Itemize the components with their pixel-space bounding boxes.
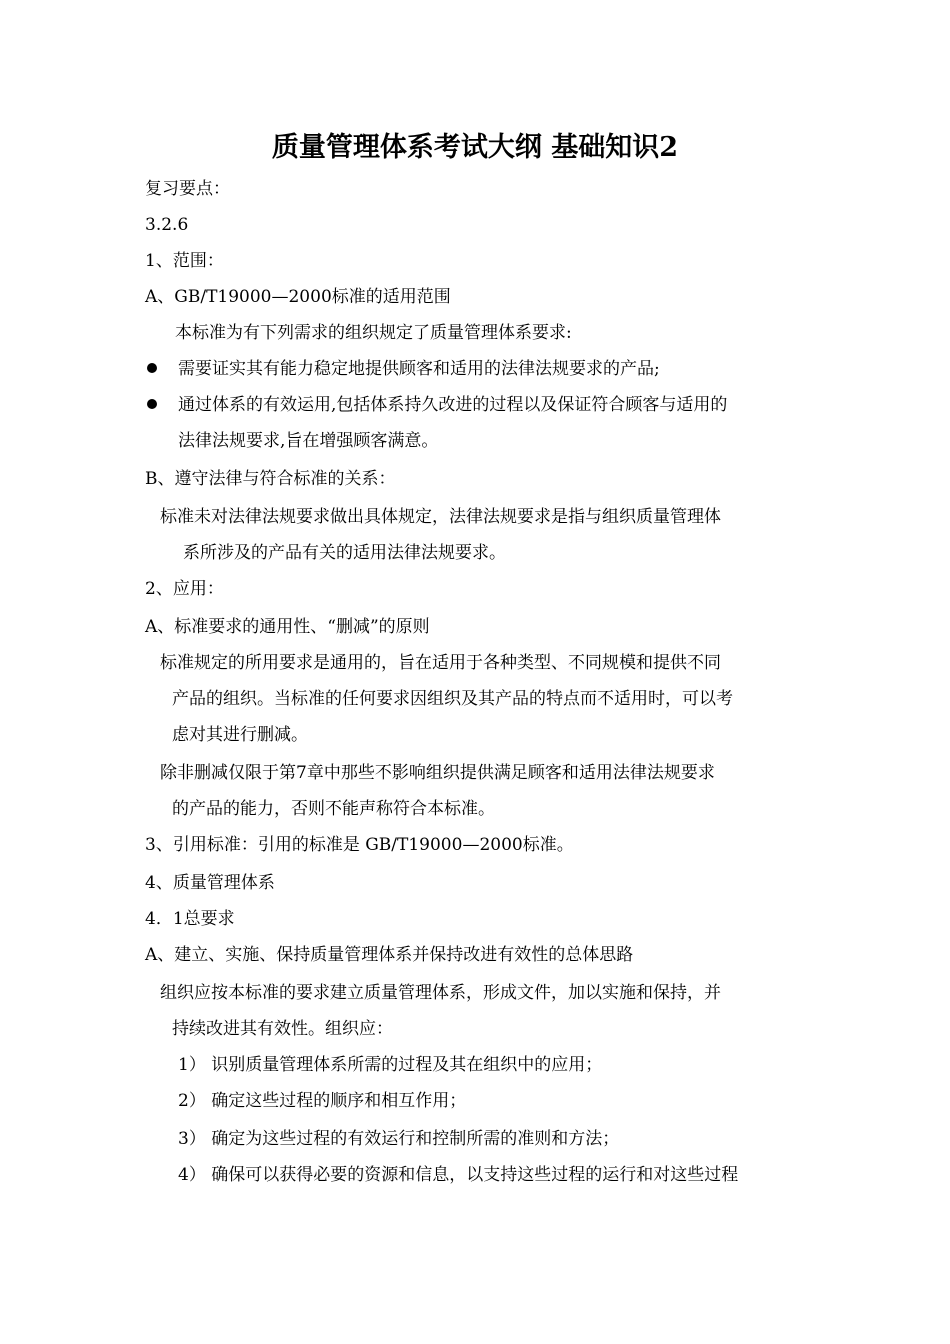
text-line: 本标准为有下列需求的组织规定了质量管理体系要求: xyxy=(175,323,572,343)
list-item: 1） 识别质量管理体系所需的过程及其在组织中的应用； xyxy=(178,1055,603,1075)
text-line: A、建立、实施、保持质量管理体系并保持改进有效性的总体思路 xyxy=(145,945,634,965)
text-line: 虑对其进行删减。 xyxy=(172,725,308,745)
text-line: 3.2.6 xyxy=(145,215,189,235)
list-item: 通过体系的有效运用,包括体系持久改进的过程以及保证符合顾客与适用的 xyxy=(178,395,728,415)
text-line: 持续改进其有效性。组织应： xyxy=(172,1019,393,1039)
text-line: B、遵守法律与符合标准的关系： xyxy=(145,469,396,489)
list-item: 需要证实其有能力稳定地提供顾客和适用的法律法规要求的产品; xyxy=(178,359,660,379)
text-line: 1、范围： xyxy=(145,251,224,271)
list-item: 2） 确定这些过程的顺序和相互作用； xyxy=(178,1091,467,1111)
text-line: 2、应用： xyxy=(145,579,224,599)
bullet-icon xyxy=(147,399,157,409)
text-line: 4．1总要求 xyxy=(145,909,235,929)
page-title: 质量管理体系考试大纲 基础知识2 xyxy=(271,132,679,163)
text-line: 系所涉及的产品有关的适用法律法规要求。 xyxy=(183,543,506,563)
text-line: 产品的组织。当标准的任何要求因组织及其产品的特点而不适用时，可以考 xyxy=(172,689,733,709)
text-line: 法律法规要求,旨在增强顾客满意。 xyxy=(178,431,439,451)
text-line: 复习要点： xyxy=(145,179,230,199)
text-line: A、标准要求的通用性、“删减”的原则 xyxy=(145,617,430,637)
text-line: 的产品的能力，否则不能声称符合本标准。 xyxy=(172,799,495,819)
text-line: 除非删减仅限于第7章中那些不影响组织提供满足顾客和适用法律法规要求 xyxy=(160,763,715,783)
text-line: 标准未对法律法规要求做出具体规定，法律法规要求是指与组织质量管理体 xyxy=(160,507,721,527)
text-line: 标准规定的所用要求是通用的，旨在适用于各种类型、不同规模和提供不同 xyxy=(160,653,721,673)
text-line: 组织应按本标准的要求建立质量管理体系，形成文件，加以实施和保持，并 xyxy=(160,983,721,1003)
text-line: 4、质量管理体系 xyxy=(145,873,275,893)
list-item: 4） 确保可以获得必要的资源和信息，以支持这些过程的运行和对这些过程 xyxy=(178,1165,739,1185)
bullet-icon xyxy=(147,363,157,373)
text-line: A、GB/T19000—2000标准的适用范围 xyxy=(145,287,451,307)
list-item: 3） 确定为这些过程的有效运行和控制所需的准则和方法； xyxy=(178,1129,620,1149)
text-line: 3、引用标准：引用的标准是 GB/T19000—2000标准。 xyxy=(145,835,574,855)
